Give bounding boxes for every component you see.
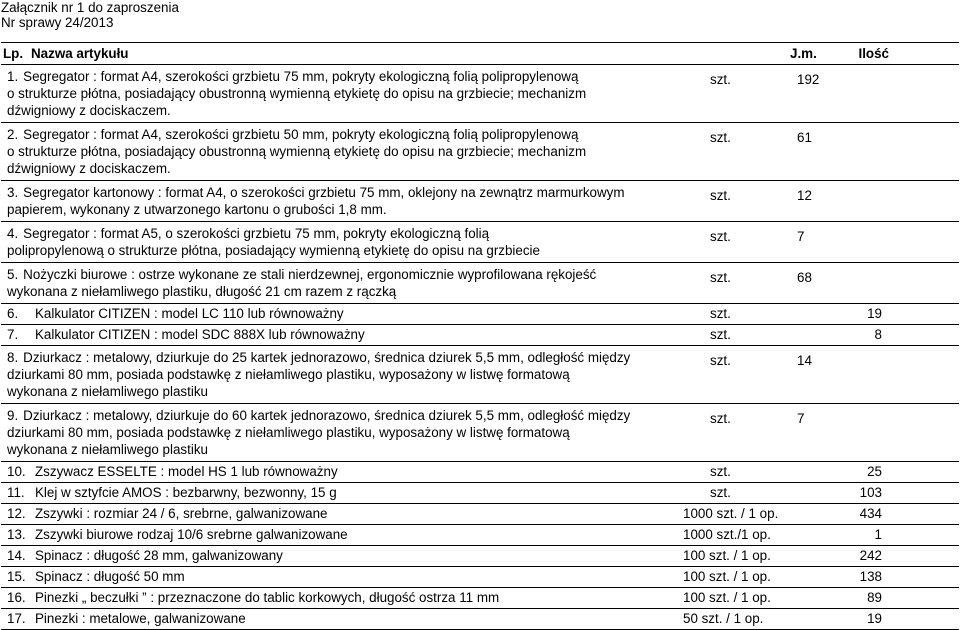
item-description-line: papierem, wykonany z utwarzonego kartonu o grubości 1,8 mm. xyxy=(7,202,387,217)
item-description-line: Dziurkacz : metalowy, dziurkuje do 25 kartek jednorazowo, średnica dziurek 5,5 mm, odległość między xyxy=(23,350,631,365)
case-number: Nr sprawy 24/2013 xyxy=(1,15,114,30)
items-table xyxy=(1,42,959,630)
item-description: Kalkulator CITIZEN : model LC 110 lub równoważny xyxy=(27,304,673,325)
header-qty: Ilość xyxy=(795,43,959,65)
item-unit: szt. xyxy=(673,346,795,404)
item-number: 2. xyxy=(7,127,19,142)
item-number: 16. xyxy=(1,588,27,609)
table-row xyxy=(1,325,959,346)
item-number: 3. xyxy=(7,185,19,200)
table-row xyxy=(1,304,959,325)
item-quantity: 12 xyxy=(795,181,959,222)
item-quantity: 14 xyxy=(795,346,959,404)
item-quantity: 25 xyxy=(795,462,959,483)
header-unit: J.m. xyxy=(673,43,795,65)
attachment-title: Załącznik nr 1 do zaproszenia xyxy=(1,0,179,15)
item-number: 13. xyxy=(1,525,27,546)
item-quantity: 138 xyxy=(795,567,959,588)
item-quantity: 19 xyxy=(795,609,959,630)
item-unit: szt. xyxy=(673,462,795,483)
item-unit: szt. xyxy=(673,181,795,222)
item-number: 14. xyxy=(1,546,27,567)
item-number: 17. xyxy=(1,609,27,630)
item-description: Zszywki : rozmiar 24 / 6, srebrne, galwanizowane xyxy=(27,504,673,525)
item-quantity: 61 xyxy=(795,123,959,181)
item-number: 9. xyxy=(7,408,19,423)
table-row xyxy=(1,588,959,609)
table-row xyxy=(1,546,959,567)
item-quantity: 434 xyxy=(795,504,959,525)
item-number: 12. xyxy=(1,504,27,525)
item-unit: szt. xyxy=(673,65,795,123)
table-row xyxy=(1,263,959,304)
item-description-line: wykonana z niełamliwego plastiku xyxy=(7,384,208,399)
item-quantity: 8 xyxy=(795,325,959,346)
header-lp: Lp. xyxy=(1,43,27,65)
item-quantity: 192 xyxy=(795,65,959,123)
table-row xyxy=(1,462,959,483)
table-header-row xyxy=(1,43,959,65)
table-row xyxy=(1,181,959,222)
item-unit: szt. xyxy=(673,123,795,181)
item-description-line: Segregator : format A5, o szerokości grzbietu 75 mm, pokryty ekologiczną folią xyxy=(23,226,490,241)
item-unit: szt. xyxy=(673,483,795,504)
item-description-line: Dziurkacz : metalowy, dziurkuje do 60 kartek jednorazowo, średnica dziurek 5,5 mm, odległość między xyxy=(23,408,631,423)
item-number: 8. xyxy=(7,350,19,365)
item-number: 10. xyxy=(1,462,27,483)
item-quantity: 89 xyxy=(795,588,959,609)
item-description xyxy=(1,263,673,304)
header-name: Nazwa artykułu xyxy=(27,43,673,65)
item-description-line: o strukturze płótna, posiadający obustronną wymienną etykietę do opisu na grzbiecie; mechanizm xyxy=(7,144,587,159)
item-description: Pinezki „ beczułki ” : przeznaczone do tablic korkowych, długość ostrza 11 mm xyxy=(27,588,673,609)
item-description-line: Nożyczki biurowe : ostrze wykonane ze stali nierdzewnej, ergonomicznie wyprofilowana rękojeść xyxy=(23,267,597,282)
item-number: 15. xyxy=(1,567,27,588)
item-number: 6. xyxy=(1,304,27,325)
item-description: Kalkulator CITIZEN : model SDC 888X lub równoważny xyxy=(27,325,673,346)
item-unit: 1000 szt. / 1 op. xyxy=(673,504,795,525)
item-description: Spinacz : długość 50 mm xyxy=(27,567,673,588)
item-description xyxy=(1,346,673,404)
item-quantity: 7 xyxy=(795,222,959,263)
item-description-line: dźwigniowy z dociskaczem. xyxy=(7,161,171,176)
item-description xyxy=(1,181,673,222)
item-quantity: 7 xyxy=(795,404,959,462)
item-description-line: o strukturze płótna, posiadający obustronną wymienną etykietę do opisu na grzbiecie; mechanizm xyxy=(7,86,587,101)
item-description-line: Segregator : format A4, szerokości grzbietu 50 mm, pokryty ekologiczną folią polipropylenową xyxy=(23,127,579,142)
item-quantity: 103 xyxy=(795,483,959,504)
item-description xyxy=(1,123,673,181)
item-number: 1. xyxy=(7,69,19,84)
table-row xyxy=(1,65,959,123)
item-unit: 1000 szt./1 op. xyxy=(673,525,795,546)
item-unit: szt. xyxy=(673,325,795,346)
item-description-line: wykonana z niełamliwego plastiku, długość 21 cm razem z rączką xyxy=(7,284,397,299)
item-description xyxy=(1,404,673,462)
item-unit: szt. xyxy=(673,222,795,263)
item-description: Pinezki : metalowe, galwanizowane xyxy=(27,609,673,630)
item-unit: szt. xyxy=(673,304,795,325)
item-unit: szt. xyxy=(673,404,795,462)
item-unit: 100 szt. / 1 op. xyxy=(673,546,795,567)
item-description-line: dziurkami 80 mm, posiada podstawkę z niełamliwego plastiku, wyposażony w listwę formatową xyxy=(7,367,570,382)
table-row xyxy=(1,346,959,404)
table-row xyxy=(1,567,959,588)
item-unit: 100 szt. / 1 op. xyxy=(673,567,795,588)
table-row xyxy=(1,483,959,504)
item-unit: szt. xyxy=(673,263,795,304)
item-description: Klej w sztyfcie AMOS : bezbarwny, bezwonny, 15 g xyxy=(27,483,673,504)
item-description xyxy=(1,222,673,263)
item-number: 4. xyxy=(7,226,19,241)
table-row xyxy=(1,404,959,462)
item-number: 11. xyxy=(1,483,27,504)
item-description xyxy=(1,65,673,123)
table-row xyxy=(1,504,959,525)
item-number: 5. xyxy=(7,267,19,282)
table-row xyxy=(1,123,959,181)
item-unit: 50 szt. / 1 op. xyxy=(673,609,795,630)
item-description-line: dziurkami 80 mm, posiada podstawkę z niełamliwego plastiku, wyposażony w listwę formatową xyxy=(7,425,570,440)
item-quantity: 242 xyxy=(795,546,959,567)
item-quantity: 19 xyxy=(795,304,959,325)
item-number: 7. xyxy=(1,325,27,346)
item-quantity: 1 xyxy=(795,525,959,546)
table-row xyxy=(1,525,959,546)
item-description: Zszywki biurowe rodzaj 10/6 srebrne galwanizowane xyxy=(27,525,673,546)
item-description: Zszywacz ESSELTE : model HS 1 lub równoważny xyxy=(27,462,673,483)
item-quantity: 68 xyxy=(795,263,959,304)
table-row xyxy=(1,222,959,263)
item-description-line: polipropylenową o strukturze płótna, posiadający wymienną etykietę do opisu na grzbiecie xyxy=(7,243,540,258)
item-description-line: Segregator : format A4, szerokości grzbietu 75 mm, pokryty ekologiczną folią polipropylenową xyxy=(23,69,579,84)
item-description-line: wykonana z niełamliwego plastiku xyxy=(7,442,208,457)
item-unit: 100 szt. / 1 op. xyxy=(673,588,795,609)
item-description: Spinacz : długość 28 mm, galwanizowany xyxy=(27,546,673,567)
table-row xyxy=(1,609,959,630)
item-description-line: dźwigniowy z dociskaczem. xyxy=(7,103,171,118)
item-description-line: Segregator kartonowy : format A4, o szerokości grzbietu 75 mm, oklejony na zewnątrz marmurkowym xyxy=(23,185,625,200)
